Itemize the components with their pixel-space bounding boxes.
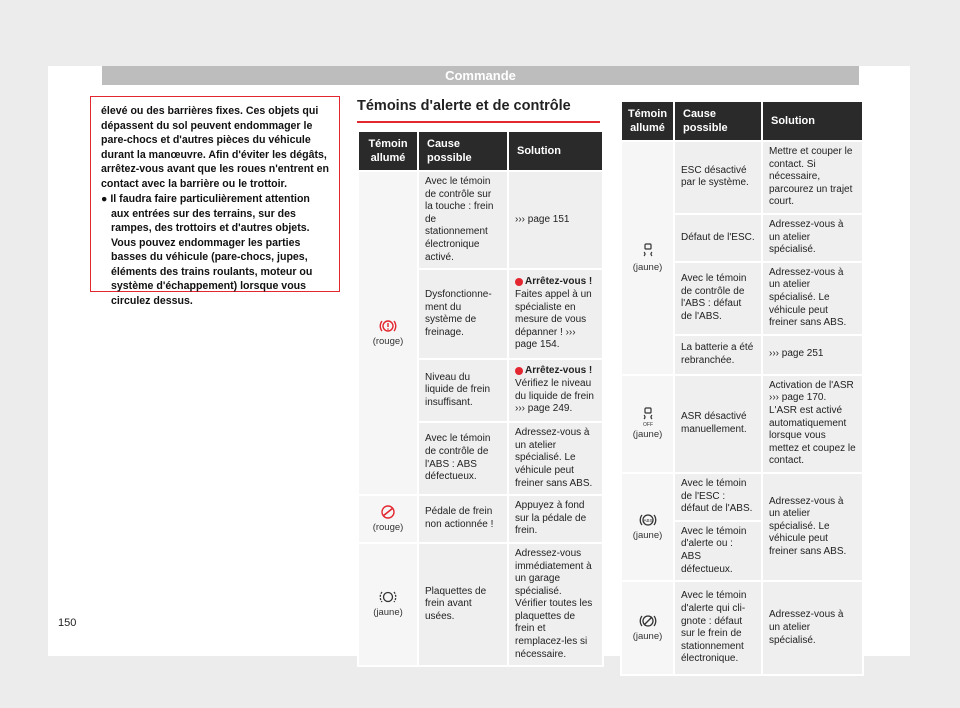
- solution-cell: Adressez-vous à un atelier spécialisé. Le véhicule peut freiner sans ABS.: [762, 262, 863, 335]
- col-header-solution: Solution: [508, 131, 603, 171]
- esc-icon: [640, 242, 656, 260]
- cause-cell: Avec le témoin de contrôle sur la touche : frein de stationnement électronique activé.: [418, 171, 508, 269]
- cause-cell: La batterie a été rebranchée.: [674, 335, 762, 375]
- lamp-color-label: (jaune): [632, 529, 663, 541]
- cause-cell: Niveau du liquide de frein insuffisant.: [418, 359, 508, 422]
- cause-cell: Avec le témoin de contrôle de l'ABS : ABS défectueux.: [418, 422, 508, 495]
- cause-cell: Avec le témoin de contrôle de l'ABS : défaut de l'ABS.: [674, 262, 762, 335]
- svg-text:OFF: OFF: [642, 421, 653, 427]
- solution-cell: Appuyez à fond sur la pédale de frein.: [508, 495, 603, 543]
- lamp-color-label: (jaune): [632, 630, 663, 642]
- warning-bullet: ● Il faudra faire particulièrement attention aux entrées sur des terrains, sur des rampes, des trottoirs et d'autres objets. Vous pouvez endommager les parties basses du véhicule (pare-chocs, jupes, éléments des trains roulants, moteur ou système d'échappement) lorsque vous circulez dessus.: [101, 193, 313, 307]
- solution-cell: ››› page 251: [762, 335, 863, 375]
- cause-cell: ASR désactivé manuellement.: [674, 375, 762, 473]
- cause-cell: Défaut de l'ESC.: [674, 214, 762, 262]
- cause-cell: Avec le témoin d'alerte ou : ABS défectueux.: [674, 521, 762, 581]
- stop-icon: [515, 367, 523, 375]
- cause-cell: Pédale de frein non actionnée !: [418, 495, 508, 543]
- asr-off-icon: [640, 407, 656, 427]
- col-header-cause: Cause possible: [418, 131, 508, 171]
- solution-cell: Mettre et couper le contact. Si nécessaire, parcourez un trajet court.: [762, 141, 863, 214]
- page-number: 150: [58, 617, 77, 629]
- solution-cell: Activation de l'ASR ››› page 170. L'ASR est activé automatiquement lorsque vous mettez et coupez le contact.: [762, 375, 863, 473]
- lamp-cell: [358, 543, 418, 666]
- section-title: Témoins d'alerte et de contrôle: [357, 98, 571, 114]
- lamp-cell: [621, 141, 674, 375]
- col-header-cause: Cause possible: [674, 101, 762, 141]
- lamp-color-label: (jaune): [373, 607, 403, 619]
- lamp-cell: [621, 581, 674, 675]
- col-header-lamp: Témoin allumé: [621, 101, 674, 141]
- cause-cell: Avec le témoin de l'ESC : défaut de l'ABS.: [674, 473, 762, 521]
- chapter-header: Commande: [102, 66, 859, 85]
- lamp-color-label: (rouge): [372, 335, 404, 347]
- lamp-color-label: (jaune): [632, 261, 663, 273]
- cause-cell: ESC désactivé par le système.: [674, 141, 762, 214]
- solution-cell: Adressez-vous à un atelier spécialisé. Le véhicule peut freiner sans ABS.: [508, 422, 603, 495]
- solution-cell: Arrêtez-vous ! Vérifiez le niveau du liquide de frein ››› page 249.: [508, 359, 603, 422]
- solution-cell: Arrêtez-vous ! Faites appel à un spécialiste en mesure de vous dépanner ! ››› page 154.: [508, 269, 603, 359]
- warning-paragraph: élevé ou des barrières fixes. Ces objets qui dépassent du sol peuvent endommager le pare-chocs et d'autres pièces du véhicule durant la manœuvre. Afin d'éviter les dégâts, arrêtez-vous avant que les roues n'entrent en contact avec la barrière ou le trottoir.: [101, 105, 329, 190]
- svg-text:ABS: ABS: [642, 517, 653, 523]
- col-header-solution: Solution: [762, 101, 863, 141]
- parking-brake-icon: [639, 613, 657, 629]
- lamp-cell: [621, 473, 674, 581]
- brake-pads-icon: [379, 589, 397, 605]
- solution-cell: Adressez-vous à un atelier spécialisé.: [762, 214, 863, 262]
- cause-cell: Dysfonctionnement du système de freinage.: [418, 269, 508, 359]
- lamp-color-label: (jaune): [632, 428, 663, 440]
- right-warning-table: [620, 100, 864, 676]
- cause-cell: Plaquettes de frein avant usées.: [418, 543, 508, 666]
- solution-cell: Adressez-vous à un atelier spécialisé.: [762, 581, 863, 675]
- warning-box: [90, 96, 340, 307]
- solution-cell: Adressez-vous immédiatement à un garage spécialisé. Vérifier toutes les plaquettes de frein et remplacez-les si nécessaire.: [508, 543, 603, 666]
- clutch-pedal-icon: [379, 504, 397, 520]
- section-underline: [357, 121, 600, 123]
- stop-icon: [515, 278, 523, 286]
- brake-warning-icon: [379, 318, 397, 334]
- solution-cell: Adressez-vous à un atelier spécialisé. Le véhicule peut freiner sans ABS.: [762, 473, 863, 581]
- abs-icon: [639, 512, 657, 528]
- lamp-cell: [358, 171, 418, 495]
- solution-cell: ››› page 151: [508, 171, 603, 269]
- cause-cell: Avec le témoin d'alerte qui clignote : défaut sur le frein de stationnement électronique.: [674, 581, 762, 675]
- lamp-cell: [358, 495, 418, 543]
- col-header-lamp: Témoin allumé: [358, 131, 418, 171]
- lamp-cell: [621, 375, 674, 473]
- left-warning-table: [357, 130, 604, 667]
- lamp-color-label: (rouge): [372, 521, 404, 533]
